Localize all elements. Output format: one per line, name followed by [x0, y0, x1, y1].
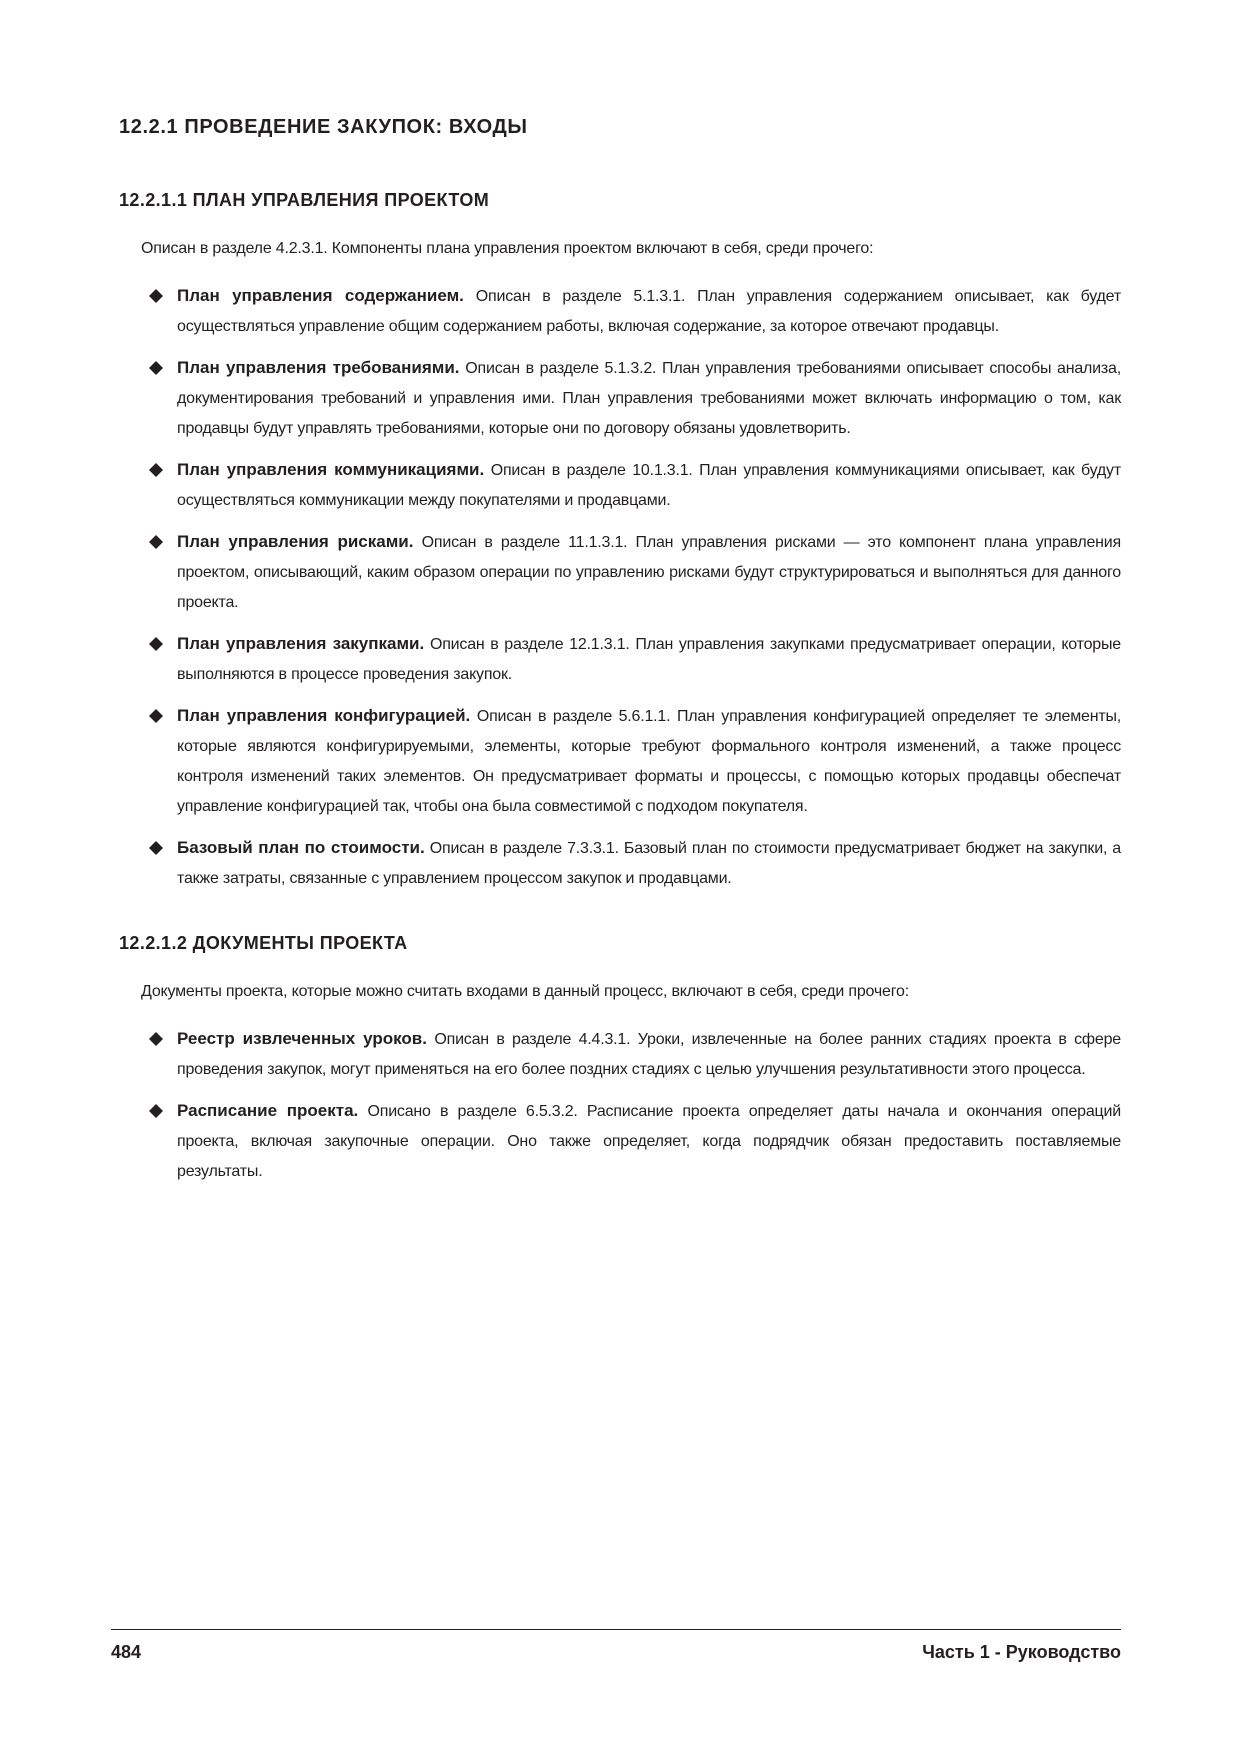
list-item — [0, 281, 1239, 342]
list-item-term: План управления рисками. — [177, 532, 414, 551]
list-item-text: Описан в разделе 10.1.3.1. План управления коммуникациями описывает, как будут осуществляться коммуникации между покупателями и продавцами. — [177, 462, 1121, 509]
list-item — [0, 455, 1239, 516]
list-item-term: Реестр извлеченных уроков. — [177, 1029, 427, 1048]
section-heading: 12.2.1 ПРОВЕДЕНИЕ ЗАКУПОК: ВХОДЫ — [119, 116, 528, 138]
diamond-bullet-icon — [149, 463, 163, 477]
list-item-term: План управления содержанием. — [177, 286, 464, 305]
list-item — [0, 1024, 1239, 1085]
list-item-text: Описан в разделе 7.3.3.1. Базовый план по стоимости предусматривает бюджет на закупки, а также затраты, связанные с управлением процессом закупок и продавцами. — [177, 840, 1121, 887]
diamond-bullet-icon — [149, 289, 163, 303]
list-item — [0, 701, 1239, 822]
list-item — [0, 833, 1239, 894]
footer-divider — [111, 1629, 1121, 1630]
list-item-text: Описан в разделе 5.1.3.1. План управления содержанием описывает, как будет осуществляться управление общим содержанием работы, включая содержание, за которое отвечают продавцы. — [177, 288, 1121, 335]
list-item-term: План управления коммуникациями. — [177, 460, 485, 479]
list-item-text: Описан в разделе 5.1.3.2. План управления требованиями описывает способы анализа, документирования требований и управления ими. План управления требованиями может включать информацию о том, как продавцы будут управлять требованиями, которые они по договору обязаны удовлетворить. — [177, 360, 1121, 437]
list-item-text: Описано в разделе 6.5.3.2. Расписание проекта определяет даты начала и окончания операций проекта, включая закупочные операции. Оно также определяет, когда подрядчик обязан предоставить поставляемые результаты. — [177, 1103, 1121, 1180]
list-item — [0, 527, 1239, 618]
diamond-bullet-icon — [149, 1032, 163, 1046]
diamond-bullet-icon — [149, 841, 163, 855]
subsection-heading-project-plan: 12.2.1.1 ПЛАН УПРАВЛЕНИЯ ПРОЕКТОМ — [119, 190, 490, 210]
list-item-term: План управления закупками. — [177, 634, 425, 653]
list-item — [0, 353, 1239, 444]
subsection-heading-project-documents: 12.2.1.2 ДОКУМЕНТЫ ПРОЕКТА — [119, 933, 408, 953]
list-item-text: Описан в разделе 4.4.3.1. Уроки, извлеченные на более ранних стадиях проекта в сфере проведения закупок, могут применяться на его более поздних стадиях с целью улучшения результативности этого процесса. — [177, 1031, 1121, 1078]
bullet-list-project-plan — [0, 281, 1239, 905]
subsection-intro-project-plan: Описан в разделе 4.2.3.1. Компоненты плана управления проектом включают в себя, среди прочего: — [141, 240, 874, 257]
list-item-text: Описан в разделе 5.6.1.1. План управления конфигурацией определяет те элементы, которые являются конфигурируемыми, элементы, которые требуют формального контроля изменений, а также процесс контроля изменений таких элементов. Он предусматривает форматы и процессы, с помощью которых продавцы обеспечат управление конфигурацией так, чтобы она была совместимой с подходом покупателя. — [177, 708, 1121, 815]
diamond-bullet-icon — [149, 361, 163, 375]
diamond-bullet-icon — [149, 535, 163, 549]
list-item-text: Описан в разделе 11.1.3.1. План управления рисками — это компонент плана управления проектом, описывающий, каким образом операции по управлению рисками будут структурироваться и выполняться для данного проекта. — [177, 534, 1121, 611]
diamond-bullet-icon — [149, 709, 163, 723]
subsection-intro-project-documents: Документы проекта, которые можно считать входами в данный процесс, включают в себя, среди прочего: — [141, 983, 909, 1000]
list-item-term: План управления конфигурацией. — [177, 706, 471, 725]
bullet-list-project-documents — [0, 1024, 1239, 1198]
page-number: 484 — [111, 1642, 142, 1662]
list-item-term: Расписание проекта. — [177, 1101, 359, 1120]
list-item-term: План управления требованиями. — [177, 358, 460, 377]
footer-part-label: Часть 1 - Руководство — [922, 1642, 1121, 1662]
list-item — [0, 1096, 1239, 1187]
list-item — [0, 629, 1239, 690]
list-item-term: Базовый план по стоимости. — [177, 838, 425, 857]
diamond-bullet-icon — [149, 637, 163, 651]
list-item-text: Описан в разделе 12.1.3.1. План управления закупками предусматривает операции, которые выполняются в процессе проведения закупок. — [177, 636, 1121, 683]
diamond-bullet-icon — [149, 1104, 163, 1118]
